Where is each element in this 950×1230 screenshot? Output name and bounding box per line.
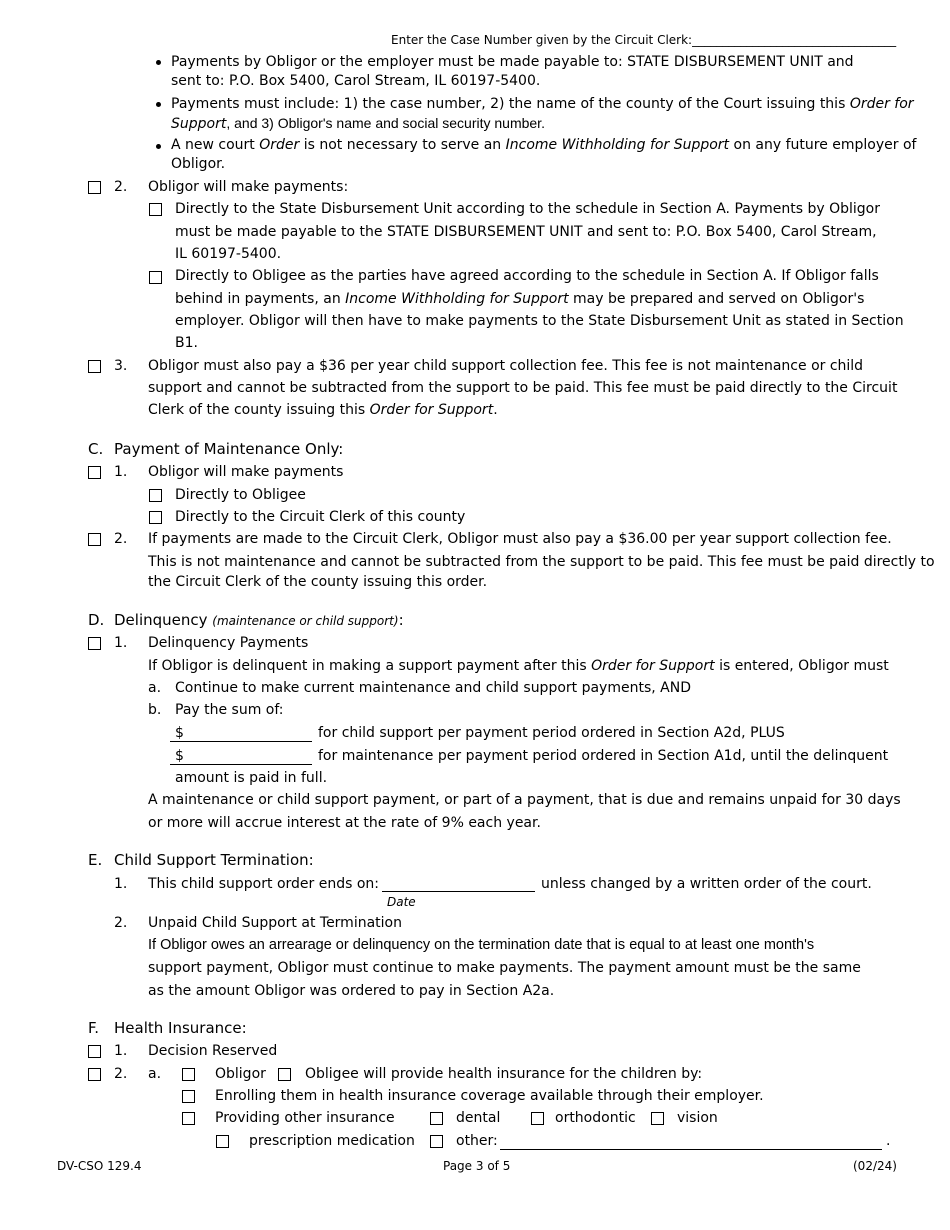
bullet-2-line-1 [171,95,914,113]
c1-num: 1. [114,464,128,480]
b2-opt1-l2: must be made payable to the STATE DISBURSEMENT UNIT and sent to: P.O. Box 5400, Carol Stream, [175,224,877,240]
f2-checkbox[interactable] [88,1068,101,1081]
date-caption: Date [387,895,416,909]
t: Income Withholding for Support [345,291,569,307]
bullet-2-line-2 [171,114,545,133]
case-number-blank[interactable]: __________________________________ [692,33,897,47]
t: Delinquency [114,611,208,629]
t: Income Withholding for Support [505,137,730,153]
t: . [493,402,498,418]
bullet-2-support-italic: Support [171,116,227,132]
f2-dental-label: dental [456,1110,501,1126]
bullet-2-text-a: Payments must include: 1) the case number, 2) the name of the county of the Court issuing this [171,96,846,112]
maintenance-text: for maintenance per payment period ordered in Section A1d, until the delinquent [318,748,889,764]
d1-b-text: Pay the sum of: [175,702,284,718]
maint-dollar-sign: $ [175,748,184,764]
d1-checkbox[interactable] [88,637,101,650]
bullet-dot [156,60,161,65]
section-d-title [114,611,404,630]
f2-obligee-text: Obligee will provide health insurance for the children by: [305,1066,703,1082]
f2-period: . [886,1133,891,1149]
d-note-l1: A maintenance or child support payment, or part of a payment, that is due and remains unpaid for 30 days [148,792,901,808]
c2-checkbox[interactable] [88,533,101,546]
f2-dental-checkbox[interactable] [430,1112,443,1125]
f2-other-label: other: [456,1133,498,1149]
c2-l2: This is not maintenance and cannot be subtracted from the support to be paid. This fee must be paid directly to [148,554,935,570]
c1-opt1: Directly to Obligee [175,487,306,503]
e1-text-b: unless changed by a written order of the court. [541,876,872,892]
b2-opt1-l3: IL 60197-5400. [175,246,282,262]
bullet-2-text-b: , and 3) Obligor's name and social security number. [226,115,545,131]
bullet-dot [156,144,161,149]
f2-enroll-checkbox[interactable] [182,1090,195,1103]
t: If Obligor is delinquent in making a support payment after this [148,658,587,674]
f2-other-insurance-text: Providing other insurance [215,1110,395,1126]
e2-l1: If Obligor owes an arrearage or delinquency on the termination date that is equal to at least one month's [148,937,815,953]
section-e-title: Child Support Termination: [114,851,314,869]
b2-opt2-l2 [175,290,864,308]
d1-a-text: Continue to make current maintenance and child support payments, AND [175,680,691,696]
maintenance-amount-field[interactable] [170,764,312,765]
b2-option-obligee-checkbox[interactable] [149,271,162,284]
c1-obligee-checkbox[interactable] [149,489,162,502]
section-f-title: Health Insurance: [114,1019,247,1037]
t: is entered, Obligor must [719,658,889,674]
f2-prescription-label: prescription medication [249,1133,415,1149]
b2-opt2-l4: B1. [175,335,198,351]
f1-num: 1. [114,1043,128,1059]
d-note-l2: or more will accrue interest at the rate of 9% each year. [148,815,541,831]
b2-opt1-l1: Directly to the State Disbursement Unit according to the schedule in Section A. Payments by Obligor [175,201,880,217]
child-dollar-sign: $ [175,725,184,741]
f2-obligor-label: Obligor [215,1066,266,1082]
b2-option-sdu-checkbox[interactable] [149,203,162,216]
t: may be prepared and served on Obligor's [573,291,865,307]
d1-num: 1. [114,635,128,651]
c2-l1: If payments are made to the Circuit Clerk, Obligor must also pay a $36.00 per year support collection fee. [148,531,892,547]
e1-num: 1. [114,876,128,892]
t: behind in payments, an [175,291,341,307]
bullet-1-line-2: sent to: P.O. Box 5400, Carol Stream, IL 60197-5400. [171,73,541,89]
f2-other-field[interactable] [500,1149,882,1150]
t: Order for Support [369,402,494,418]
c1-clerk-checkbox[interactable] [149,511,162,524]
revision-date: (02/24) [853,1159,897,1173]
f2-enroll-text: Enrolling them in health insurance coverage available through their employer. [215,1088,764,1104]
f2-a-label: a. [148,1066,162,1082]
bullet-3-line-2: Obligor. [171,156,226,172]
d1-text: Delinquency Payments [148,635,309,651]
f2-vision-checkbox[interactable] [651,1112,664,1125]
e2-l2: support payment, Obligor must continue to make payments. The payment amount must be the same [148,960,861,976]
f2-orthodontic-label: orthodontic [555,1110,636,1126]
t: Order for Support [591,658,715,674]
t: A new court [171,137,255,153]
bullet-3-line-1 [171,136,916,154]
d1-b-label: b. [148,702,162,718]
t: Clerk of the county issuing this [148,402,366,418]
f2-obligee-checkbox[interactable] [278,1068,291,1081]
c2-num: 2. [114,531,128,547]
t: Order [259,137,300,153]
case-number-label [391,33,896,47]
e2-l3: as the amount Obligor was ordered to pay in Section A2a. [148,983,555,999]
f1-text: Decision Reserved [148,1043,278,1059]
case-number-text: Enter the Case Number given by the Circuit Clerk: [391,33,693,47]
section-e-letter: E. [88,851,103,869]
c2-l3: the Circuit Clerk of the county issuing this order. [148,574,488,590]
b2-text: Obligor will make payments: [148,179,349,195]
e1-text-a: This child support order ends on: [148,876,379,892]
section-f-letter: F. [88,1019,99,1037]
b3-l1: Obligor must also pay a $36 per year child support collection fee. This fee is not maintenance or child [148,358,864,374]
d1-a-label: a. [148,680,162,696]
maintenance-text-2: amount is paid in full. [175,770,328,786]
c1-checkbox[interactable] [88,466,101,479]
bullet-2-text-italic: Order for [849,96,914,112]
f2-vision-label: vision [677,1110,718,1126]
b2-num: 2. [114,179,128,195]
f2-orthodontic-checkbox[interactable] [531,1112,544,1125]
b3-l2: support and cannot be subtracted from the support to be paid. This fee must be paid directly to the Circuit [148,380,898,396]
c1-text: Obligor will make payments [148,464,344,480]
t: on any future employer of [733,137,917,153]
child-support-text: for child support per payment period ordered in Section A2d, PLUS [318,725,785,741]
f1-checkbox[interactable] [88,1045,101,1058]
page-number: Page 3 of 5 [443,1159,511,1173]
bullet-1-line-1: Payments by Obligor or the employer must be made payable to: STATE DISBURSEMENT UNIT and [171,54,854,70]
termination-date-field[interactable] [382,891,535,892]
e2-num: 2. [114,915,128,931]
f2-other-checkbox[interactable] [430,1135,443,1148]
f2-num: 2. [114,1066,128,1082]
f2-prescription-checkbox[interactable] [216,1135,229,1148]
d1-intro [148,657,889,675]
b2-checkbox[interactable] [88,181,101,194]
e2-title: Unpaid Child Support at Termination [148,915,402,931]
form-id: DV-CSO 129.4 [57,1159,142,1173]
t: : [398,611,404,629]
b2-opt2-l3: employer. Obligor will then have to make payments to the State Disbursement Unit as stated in Section [175,313,904,329]
child-support-amount-field[interactable] [170,741,312,742]
b2-opt2-l1: Directly to Obligee as the parties have agreed according to the schedule in Section A. If Obligor falls [175,268,879,284]
t: is not necessary to serve an [303,137,502,153]
section-c-title: Payment of Maintenance Only: [114,440,344,458]
section-c-letter: C. [88,440,104,458]
c1-opt2: Directly to the Circuit Clerk of this county [175,509,466,525]
f2-obligor-checkbox[interactable] [182,1068,195,1081]
b3-checkbox[interactable] [88,360,101,373]
f2-other-insurance-checkbox[interactable] [182,1112,195,1125]
section-d-letter: D. [88,611,105,629]
b3-num: 3. [114,358,128,374]
t: (maintenance or child support) [212,614,399,628]
b3-l3 [148,401,498,419]
bullet-dot [156,102,161,107]
